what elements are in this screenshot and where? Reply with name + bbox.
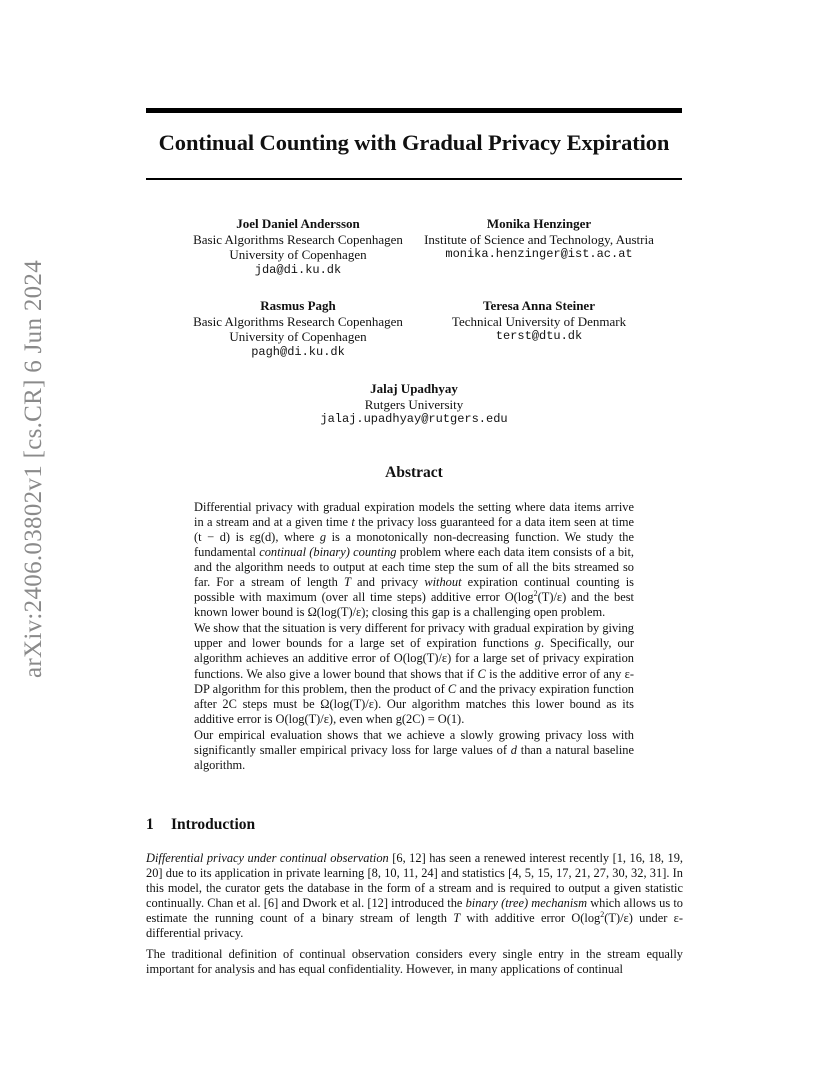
author-name: Teresa Anna Steiner: [483, 298, 595, 313]
section-body: [146, 851, 683, 941]
author-block: [158, 298, 438, 360]
abstract-paragraph: Our empirical evaluation shows that we achieve a slowly growing privacy loss with significantly smaller empirical privacy loss for large values of d than a natural baseline algorithm.: [194, 727, 634, 772]
author-affiliation: University of Copenhagen: [229, 247, 367, 263]
top-rule: [146, 108, 682, 113]
title-bottom-rule: [146, 178, 682, 180]
author-name: Joel Daniel Andersson: [236, 216, 360, 231]
author-affiliation: Technical University of Denmark: [451, 313, 627, 329]
author-affiliation: Institute of Science and Technology, Austria: [424, 231, 654, 247]
abstract-body: [194, 500, 634, 774]
abstract-heading: Abstract: [385, 464, 443, 481]
abstract-paragraph: Differential privacy with gradual expiration models the setting where data items arrive in a stream and at a given time t the privacy loss guaranteed for a data item seen at time (t − d) is εg(d), where g is a monotonically non-decreasing function. We study the fundamental continual (binary) counting problem where each data item consists of a bit, and the algorithm needs to output at each time step the sum of all the bits streamed so far. For a stream of length T and privacy without expiration continual counting is possible with maximum (over all time steps) additive error $O(\log^2(T)/\varepsilon)$ and the best known lower bound is Ω(log(T)/ε); closing this gap is a challenging open problem.: [194, 500, 635, 620]
body-paragraph: Differential privacy under continual observation [6, 12] has seen a renewed interest recently [1, 16, 18, 19, 20] due to its application in private learning [8, 10, 11, 24] and statistics [4, 5, 15, 17, 21, 27, 30, 32, 31]. In this model, the curator gets the database in the form of a stream and is required to output a given statistic continually. Chan et al. [6] and Dwork et al. [12] introduced the binary (tree) mechanism which allows us to estimate the running count of a binary stream of length T with additive error $O(\log^2(T)/\varepsilon)$ under ε-differential privacy.: [146, 851, 683, 941]
author-name: Rasmus Pagh: [260, 298, 336, 313]
author-email[interactable]: monika.henzinger@ist.ac.at: [445, 247, 633, 262]
section-body: [146, 947, 683, 977]
author-block: [408, 216, 670, 263]
author-email[interactable]: jda@di.ku.dk: [254, 262, 342, 277]
body-paragraph: The traditional definition of continual observation considers every single entry in the stream equally important for analysis and has equal confidentiality. However, in many applications of continual: [146, 947, 683, 977]
section-heading: 1 Introduction: [146, 816, 256, 833]
author-affiliation: Basic Algorithms Research Copenhagen: [193, 231, 403, 247]
author-block: [264, 381, 564, 428]
author-affiliation: Rutgers University: [364, 396, 464, 412]
author-affiliation: University of Copenhagen: [229, 329, 367, 345]
abstract-paragraph: We show that the situation is very different for privacy with gradual expiration by giving upper and lower bounds for a large set of expiration functions g. Specifically, our algorithm achieves an additive error of O(log(T)/ε) for a large set of privacy expiration functions. We also give a lower bound that shows that if C is the additive error of any ε-DP algorithm for this problem, then the product of C and the privacy expiration function after 2C steps must be Ω(log(T)/ε). Our algorithm matches this lower bound as its additive error is O(log(T)/ε), even when g(2C) = O(1).: [194, 621, 635, 726]
author-email[interactable]: pagh@di.ku.dk: [251, 344, 345, 359]
arxiv-stamp: arXiv:2406.03802v1 [cs.CR] 6 Jun 2024: [20, 259, 47, 678]
paper-title: Continual Counting with Gradual Privacy Expiration: [158, 130, 670, 155]
author-name: Jalaj Upadhyay: [370, 381, 458, 396]
author-block: [408, 298, 670, 345]
author-block: [158, 216, 438, 278]
author-email[interactable]: terst@dtu.dk: [495, 329, 583, 344]
author-email[interactable]: jalaj.upadhyay@rutgers.edu: [320, 412, 508, 427]
author-affiliation: Basic Algorithms Research Copenhagen: [193, 313, 403, 329]
author-name: Monika Henzinger: [486, 216, 592, 231]
